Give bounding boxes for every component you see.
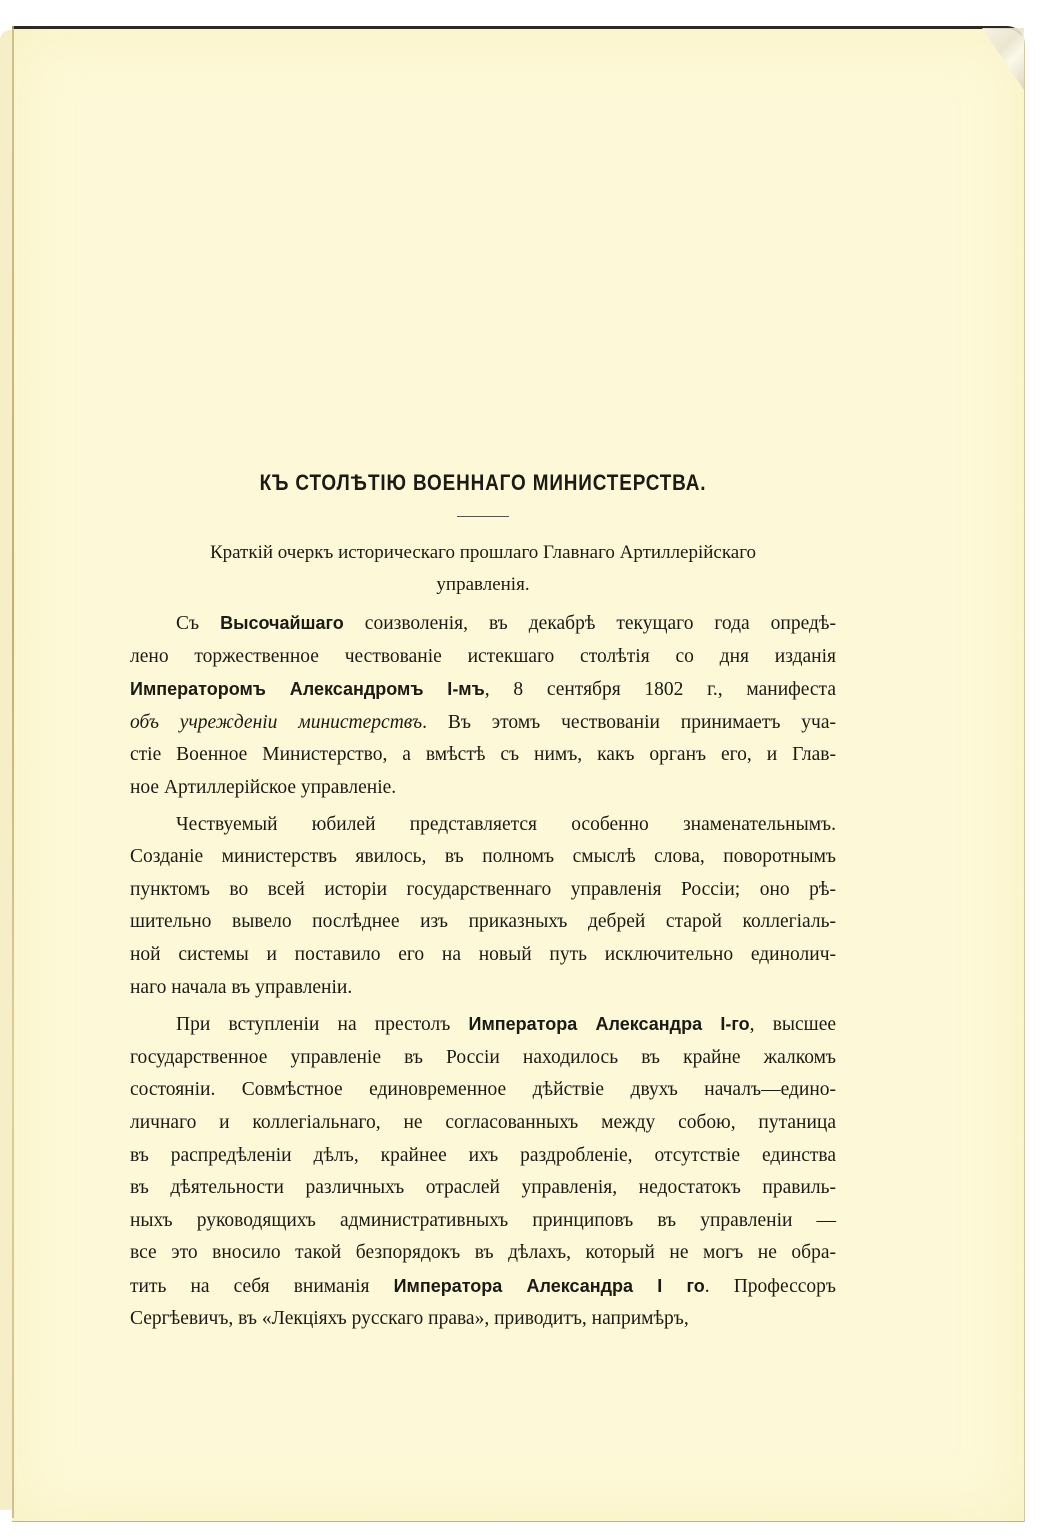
text-run: ное Артиллерійское управленіе.: [130, 776, 397, 798]
text-line: [130, 772, 836, 805]
emphasis-italic: объ учрежденіи министерствъ: [130, 711, 423, 733]
text-run: лено торжественное чествованіе истекшаго столѣтія со дня изданія: [130, 645, 836, 667]
text-run: состояніи. Совмѣстное единовременное дѣйствіе двухъ началъ—едино-: [130, 1079, 836, 1101]
binding-fold: [12, 26, 14, 1518]
text-line: [130, 1008, 836, 1042]
text-run: ной системы и поставило его на новый путь исключительно единолич-: [130, 943, 836, 965]
text-line: [130, 1042, 836, 1075]
text-run: Съ: [176, 613, 221, 634]
text-line: [130, 1303, 836, 1336]
text-run: государственное управленіе въ Россіи находилось въ крайне жалкомъ: [130, 1046, 836, 1068]
text-run: въ распредѣленіи дѣлъ, крайнее ихъ раздробленіе, отсутствіе единства: [130, 1144, 836, 1166]
text-line: [130, 1074, 836, 1107]
text-line: [130, 809, 836, 842]
title-divider: [457, 516, 509, 517]
text-run: При вступленіи на престолъ: [176, 1014, 469, 1036]
text-run: соизволенія, въ декабрѣ текущаго года опредѣ-: [343, 613, 837, 634]
text-run: личнаго и коллегіальнаго, не согласованныхъ между собою, путаница: [130, 1111, 836, 1133]
text-run: все это вносило такой безпорядокъ въ дѣлахъ, который не могъ не обра-: [130, 1242, 836, 1264]
text-run: пунктомъ во всей исторіи государственнаго управленія Россіи; оно рѣ-: [130, 878, 836, 900]
paragraph: [130, 1008, 836, 1336]
text-run: наго начала въ управленіи.: [130, 976, 353, 998]
text-run: ныхъ руководящихъ административныхъ принциповъ въ управленіи —: [130, 1209, 836, 1231]
body-text: [130, 607, 836, 1336]
text-line: [130, 607, 836, 641]
text-line: [130, 707, 836, 740]
text-line: [130, 841, 836, 874]
emphasis-bold: Императора Александра I го: [393, 1275, 705, 1296]
subtitle-line-1: Краткій очеркъ историческаго прошлаго Главнаго Артиллерійскаго: [209, 542, 757, 563]
adjacent-page-edge: [0, 30, 12, 1510]
text-run: Сергѣевичъ, въ «Лекціяхъ русскаго права», приводитъ, напримѣръ,: [130, 1308, 689, 1330]
text-line: [130, 1270, 836, 1304]
subtitle-line-2: управленія.: [436, 574, 530, 595]
text-run: . Профессоръ: [704, 1275, 836, 1297]
text-run: тить на себя вниманія: [130, 1275, 394, 1297]
text-line: [130, 1172, 836, 1205]
emphasis-bold: Императора Александра I-го: [468, 1014, 750, 1035]
text-run: , высшее: [749, 1014, 837, 1036]
text-run: шительно вывело послѣднее изъ приказныхъ дебрей старой коллегіаль-: [130, 911, 836, 933]
text-run: стіе Военное Министерство, а вмѣстѣ съ нимъ, какъ органъ его, и Глав-: [130, 744, 836, 766]
text-line: [130, 972, 836, 1005]
emphasis-bold: Высочайшаго: [220, 613, 344, 633]
text-run: . Въ этомъ чествованіи принимаетъ уча-: [422, 711, 836, 733]
text-line: [130, 1107, 836, 1140]
page-title: КЪ СТОЛѢТІЮ ВОЕННАГО МИНИСТЕРСТВА.: [259, 470, 707, 495]
text-line: [130, 641, 836, 674]
text-run: въ дѣятельности различныхъ отраслей управленія, недостатокъ правиль-: [130, 1177, 836, 1199]
text-line: [130, 1237, 836, 1270]
emphasis-bold: Императоромъ Александромъ I-мъ: [130, 679, 485, 700]
text-line: [130, 739, 836, 772]
text-run: , 8 сентября 1802 г., манифеста: [484, 679, 836, 701]
text-line: [130, 906, 836, 939]
text-run: Чествуемый юбилей представляется особенно знаменательнымъ.: [176, 813, 836, 835]
text-line: [130, 1140, 836, 1173]
text-line: [130, 939, 836, 972]
paragraph: [130, 809, 836, 1005]
subtitle: [130, 537, 836, 601]
text-line: [130, 673, 836, 707]
text-line: [130, 1205, 836, 1238]
text-line: [130, 874, 836, 907]
text-run: Созданіе министерствъ явилось, въ полномъ смыслѣ слова, поворотнымъ: [130, 846, 836, 868]
paragraph: [130, 607, 836, 805]
page-content: [130, 470, 836, 1339]
